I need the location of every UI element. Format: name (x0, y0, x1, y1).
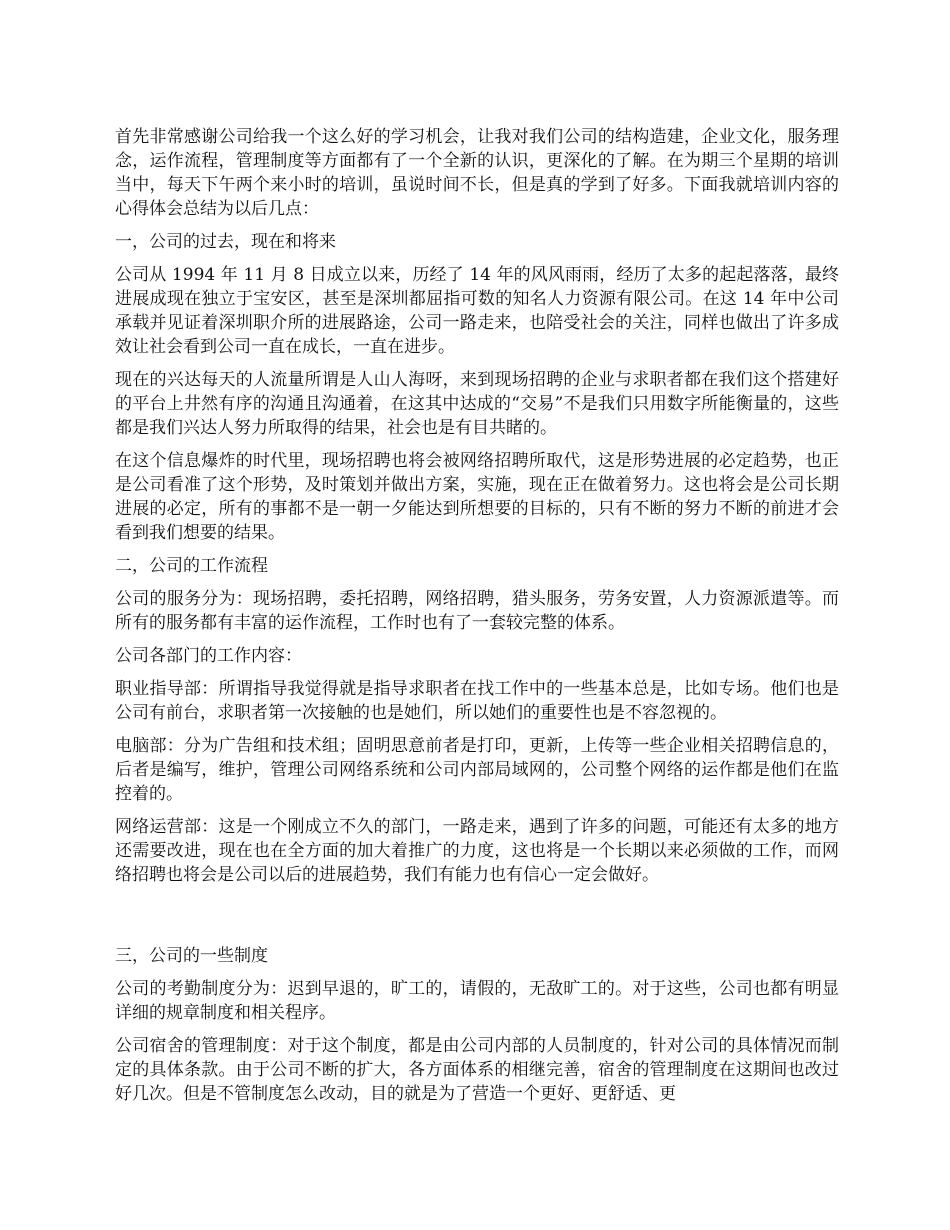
section-2-paragraph-5: 网络运营部：这是一个刚成立不久的部门，一路走来，遇到了许多的问题，可能还有太多的地方还需要改进，现在也在全方面的加大着推广的力度，这也将是一个长期以来必须做的工作，而网络招聘也将会是公司以后的进展趋势，我们有能力也有信心一定会做好。 (115, 817, 839, 885)
section-2-paragraph-3: 职业指导部：所谓指导我觉得就是指导求职者在找工作中的一些基本总是，比如专场。他们也是公司有前台，求职者第一次接触的也是她们，所以她们的重要性也是不容忽视的。 (115, 679, 839, 723)
section-1-paragraph-1: 公司从 1994 年 11 月 8 日成立以来，历经了 14 年的风风雨雨，经历了太多的起起落落，最终进展成现在独立于宝安区，甚至是深圳都屈指可数的知名人力资源有限公司。在这 14 年中公司承载并见证着深圳职介所的进展路途，公司一路走来，也陪受社会的关注，同样也做出了许多成效让社会看到公司一直在成长，一直在进步。 (115, 265, 839, 357)
section-2-heading: 二，公司的工作流程 (115, 556, 268, 576)
section-3-paragraph-1: 公司的考勤制度分为：迟到早退的，旷工的，请假的，无敌旷工的。对于这些，公司也都有明显详细的规章制度和相关程序。 (115, 979, 839, 1023)
section-1-paragraph-2: 现在的兴达每天的人流量所谓是人山人海呀，来到现场招聘的企业与求职者都在我们这个搭建好的平台上井然有序的沟通且沟通着，在这其中达成的“交易”不是我们只用数字所能衡量的，这些都是我们兴达人努力所取得的结果，社会也是有目共睹的。 (115, 370, 839, 438)
section-2-paragraph-4: 电脑部：分为广告组和技术组；固明思意前者是打印，更新，上传等一些企业相关招聘信息的，后者是编写，维护，管理公司网络系统和公司内部局域网的，公司整个网络的运作都是他们在监控着的。 (115, 736, 839, 804)
section-3-heading: 三，公司的一些制度 (115, 946, 268, 966)
blank-line (115, 896, 839, 944)
section-2-paragraph-2: 公司各部门的工作内容： (115, 646, 302, 666)
section-1-paragraph-3: 在这个信息爆炸的时代里，现场招聘也将会被网络招聘所取代，这是形势进展的必定趋势，也正是公司看准了这个形势，及时策划并做出方案，实施，现在正在做着努力。这也将会是公司长期进展的必定，所有的事都不是一朝一夕能达到所想要的目标的，只有不断的努力不断的前进才会看到我们想要的结果。 (115, 451, 839, 543)
section-2-paragraph-1: 公司的服务分为：现场招聘，委托招聘，网络招聘，猎头服务，劳务安置，人力资源派遣等。而所有的服务都有丰富的运作流程，工作时也有了一套较完整的体系。 (115, 589, 839, 633)
intro-paragraph: 首先非常感谢公司给我一个这么好的学习机会，让我对我们公司的结构造建，企业文化，服务理念，运作流程，管理制度等方面都有了一个全新的认识，更深化的了解。在为期三个星期的培训当中，每天下午两个来小时的培训，虽说时间不长，但是真的学到了好多。下面我就培训内容的心得体会总结为以后几点： (115, 127, 839, 219)
section-3-paragraph-2: 公司宿舍的管理制度：对于这个制度，都是由公司内部的人员制度的，针对公司的具体情况而制定的具体条款。由于公司不断的扩大，各方面体系的相继完善，宿舍的管理制度在这期间也改过好几次。但是不管制度怎么改动，目的就是为了营造一个更好、更舒适、更 (115, 1036, 839, 1104)
section-1-heading: 一，公司的过去，现在和将来 (115, 232, 336, 252)
